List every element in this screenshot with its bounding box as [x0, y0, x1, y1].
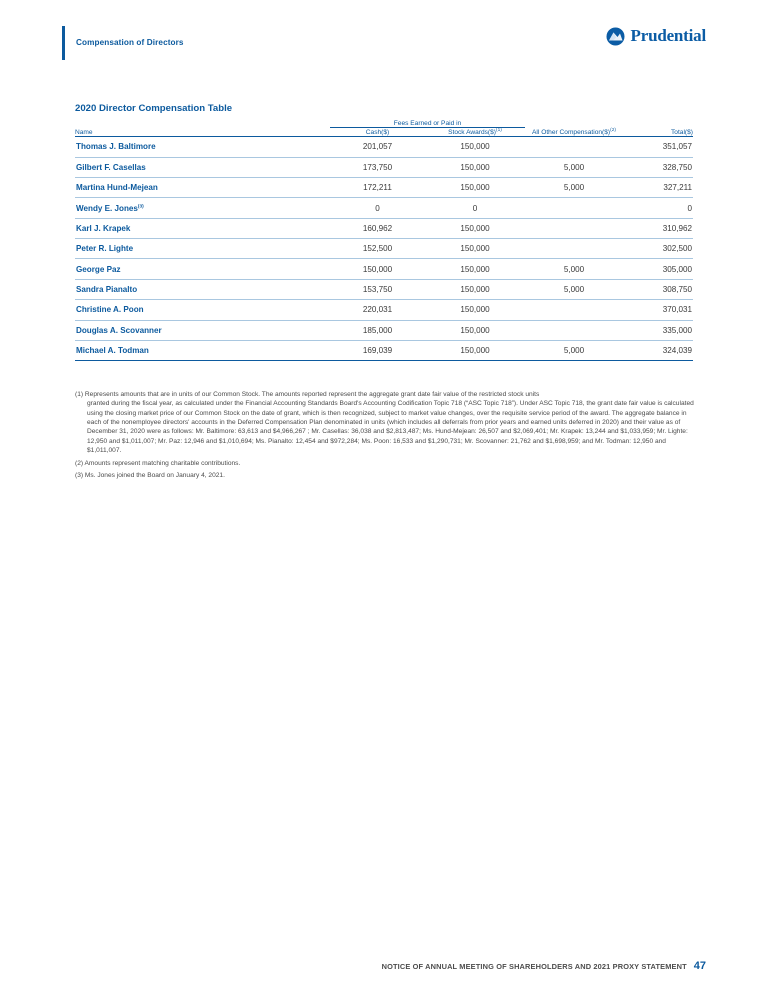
table-row	[75, 320, 693, 340]
cell-all-other-comp: 5,000	[525, 279, 623, 299]
prudential-rock-logo-icon	[606, 27, 625, 46]
cell-all-other-comp: 5,000	[525, 177, 623, 197]
cell-director-name: Peter R. Lighte	[75, 239, 330, 259]
cell-total: 305,000	[623, 259, 693, 279]
cell-director-name: Sandra Pianalto	[75, 279, 330, 299]
footnote-1	[75, 390, 695, 456]
footnote-3	[75, 471, 695, 480]
cell-stock-awards: 150,000	[425, 177, 525, 197]
cell-director-name: Martina Hund-Mejean	[75, 177, 330, 197]
cell-director-name: Wendy E. Jones$^{(3)}$	[75, 198, 330, 218]
col-header-all-other-comp: All Other Compensation($)$^{(2)}$	[525, 128, 623, 137]
footer-statement-text: NOTICE OF ANNUAL MEETING OF SHAREHOLDERS AND 2021 PROXY STATEMENT	[381, 962, 687, 971]
cell-cash: 201,057	[330, 137, 425, 157]
table-row	[75, 279, 693, 299]
table-row	[75, 198, 693, 218]
cell-total: 308,750	[623, 279, 693, 299]
cell-director-name: Douglas A. Scovanner	[75, 320, 330, 340]
cell-total: 310,962	[623, 218, 693, 238]
footnote-2	[75, 459, 695, 468]
table-header-row	[75, 128, 693, 137]
cell-all-other-comp: 5,000	[525, 157, 623, 177]
cell-all-other-comp: 5,000	[525, 259, 623, 279]
table-group-header-row	[75, 120, 693, 128]
cell-total: 0	[623, 198, 693, 218]
col-header-name: Name	[75, 128, 330, 137]
footnote-1-lead: (1) Represents amounts that are in units of our Common Stock. The amounts reported represent the aggregate grant date fair value of the restricted stock units	[75, 391, 540, 398]
cell-total: 302,500	[623, 239, 693, 259]
table-row	[75, 157, 693, 177]
cell-director-name: Christine A. Poon	[75, 300, 330, 320]
footnotes	[75, 390, 695, 483]
cell-director-name: Thomas J. Baltimore	[75, 137, 330, 157]
cell-cash: 153,750	[330, 279, 425, 299]
table-row	[75, 300, 693, 320]
footnote-3-lead: (3) Ms. Jones joined the Board on January 4, 2021.	[75, 471, 225, 479]
cell-cash: 220,031	[330, 300, 425, 320]
director-compensation-table	[75, 120, 693, 361]
cell-all-other-comp	[525, 239, 623, 259]
table-row	[75, 218, 693, 238]
footnote-1-rest: granted during the fiscal year, as calculated under the Financial Accounting Standards Board's Accounting Codification Topic 718 (“ASC Topic 718”). Under ASC Topic 718, the grant date fair value is calculated using the closing market price of our Common Stock on the date of grant, which is then recognized, subject to market value changes, over the requisite service period of the award. The aggregate balance in each of the nonemployee directors' accounts in the Deferred Compensation Plan denominated in units (which includes all deferrals from prior years and earned units deferred in 2020) and their value as of December 31, 2020 were as follows: Mr. Baltimore: 63,613 and $4,966,267 ; Mr. Casellas: 36,038 and $2,813,487; Ms. Hund-Mejean: 26,507 and $2,069,401; Mr. Krapek: 13,244 and $1,033,959; Mr. Lighte: 12,950 and $1,011,007; Mr. Paz: 12,946 and $1,010,694; Ms. Pianalto: 12,454 and $972,284; Ms. Poon: 16,533 and $1,290,731; Mr. Scovanner: 21,762 and $1,698,959; and Mr. Todman: 12,950 and $1,011,007.	[87, 400, 694, 455]
header-accent-bar	[62, 26, 65, 60]
cell-total: 327,211	[623, 177, 693, 197]
page-footer	[382, 960, 706, 972]
cell-total: 351,057	[623, 137, 693, 157]
cell-all-other-comp	[525, 198, 623, 218]
cell-stock-awards: 150,000	[425, 259, 525, 279]
cell-all-other-comp	[525, 218, 623, 238]
col-header-total: Total($)	[623, 128, 693, 137]
cell-total: 324,039	[623, 340, 693, 360]
cell-cash: 152,500	[330, 239, 425, 259]
running-head-title: Compensation of Directors	[76, 38, 184, 47]
page-header	[62, 26, 706, 72]
cell-stock-awards: 150,000	[425, 279, 525, 299]
cell-stock-awards: 150,000	[425, 340, 525, 360]
cell-stock-awards: 150,000	[425, 239, 525, 259]
cell-cash: 150,000	[330, 259, 425, 279]
page-title: 2020 Director Compensation Table	[75, 103, 233, 114]
table-row	[75, 137, 693, 157]
cell-total: 328,750	[623, 157, 693, 177]
cell-stock-awards: 150,000	[425, 218, 525, 238]
cell-all-other-comp: 5,000	[525, 340, 623, 360]
brand-name: Prudential	[630, 26, 706, 45]
cell-all-other-comp	[525, 300, 623, 320]
cell-stock-awards: 0	[425, 198, 525, 218]
table-row	[75, 177, 693, 197]
cell-cash: 172,211	[330, 177, 425, 197]
col-header-stock-awards: Stock Awards($)$^{(1)}$	[425, 128, 525, 137]
compensation-table-wrapper	[75, 120, 693, 361]
cell-total: 335,000	[623, 320, 693, 340]
cell-cash: 173,750	[330, 157, 425, 177]
cell-stock-awards: 150,000	[425, 300, 525, 320]
cell-director-name: Karl J. Krapek	[75, 218, 330, 238]
footnote-2-lead: (2) Amounts represent matching charitable contributions.	[75, 459, 241, 467]
cell-cash: 0	[330, 198, 425, 218]
cell-total: 370,031	[623, 300, 693, 320]
cell-cash: 185,000	[330, 320, 425, 340]
col-header-cash: Cash($)	[330, 128, 425, 137]
cell-director-name: Michael A. Todman	[75, 340, 330, 360]
cell-director-name: Gilbert F. Casellas	[75, 157, 330, 177]
table-row	[75, 239, 693, 259]
cell-stock-awards: 150,000	[425, 157, 525, 177]
table-row	[75, 340, 693, 360]
brand-lockup	[606, 26, 706, 46]
page-number: 47	[693, 960, 706, 972]
table-row	[75, 259, 693, 279]
table-group-header-fees: Fees Earned or Paid in	[330, 120, 525, 128]
cell-stock-awards: 150,000	[425, 137, 525, 157]
table-body	[75, 137, 693, 361]
cell-cash: 160,962	[330, 218, 425, 238]
cell-cash: 169,039	[330, 340, 425, 360]
cell-director-name: George Paz	[75, 259, 330, 279]
cell-all-other-comp	[525, 320, 623, 340]
cell-stock-awards: 150,000	[425, 320, 525, 340]
cell-all-other-comp	[525, 137, 623, 157]
